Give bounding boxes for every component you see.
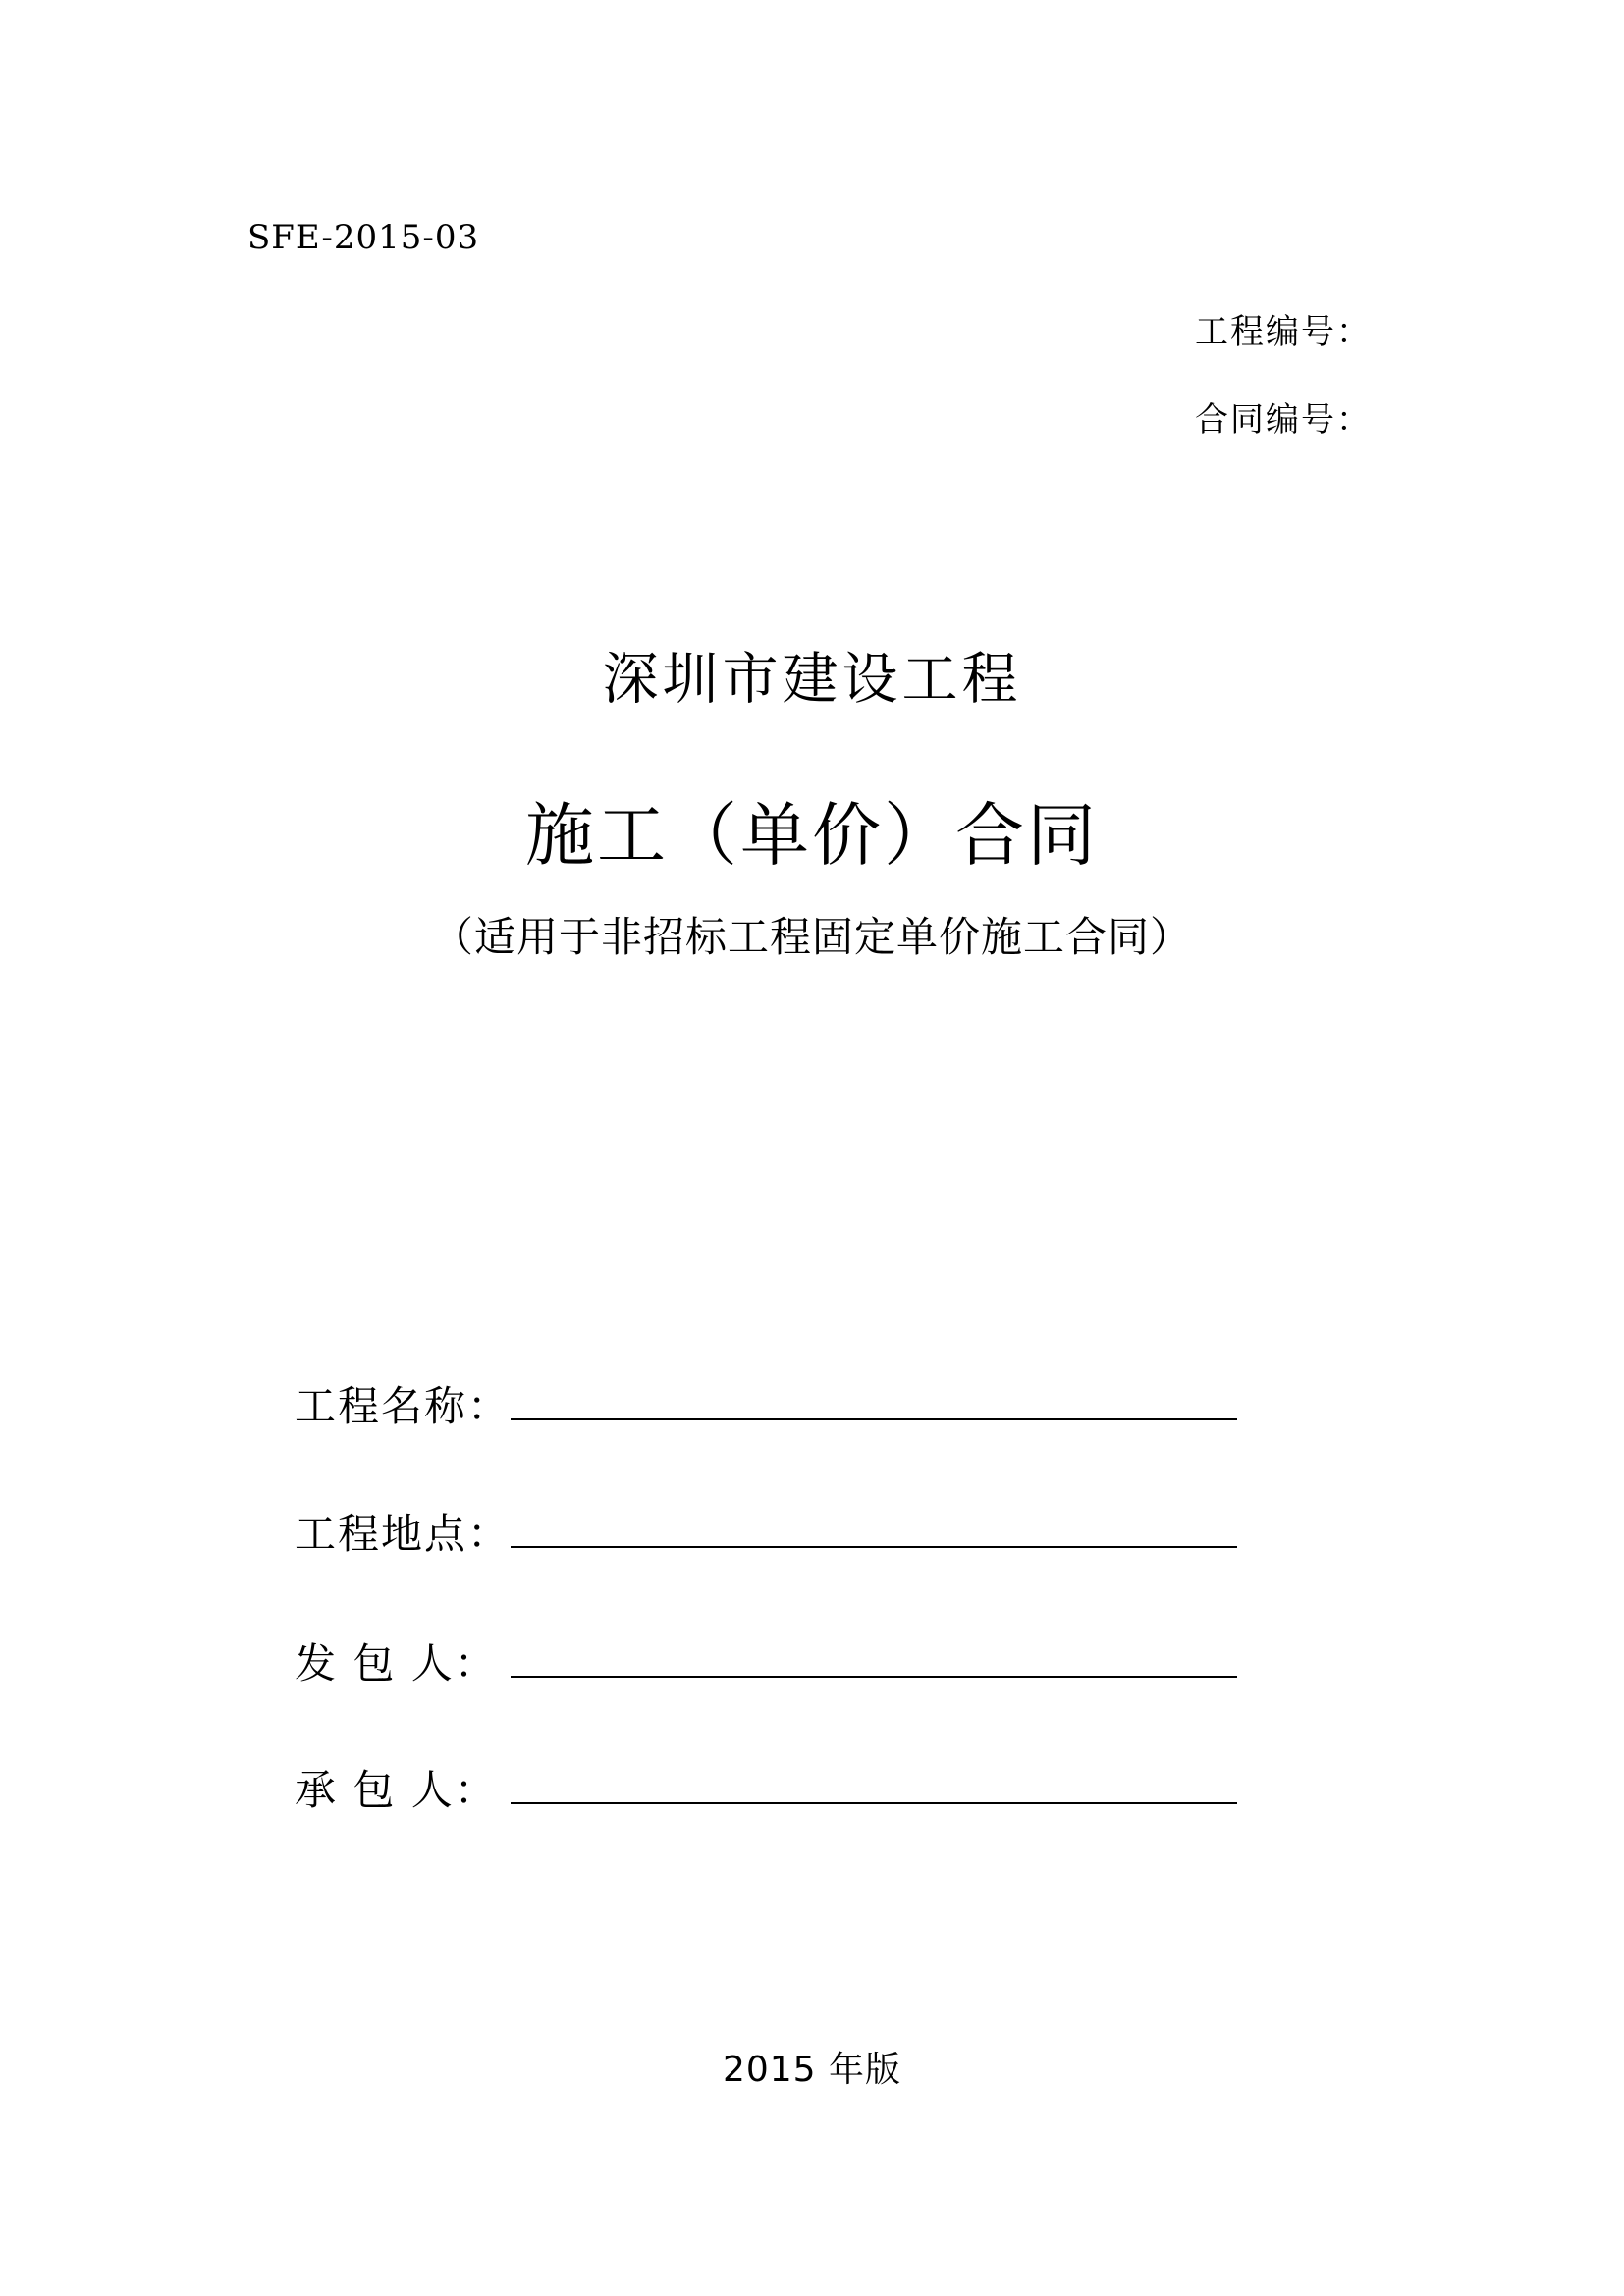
document-code: SFE-2015-03 xyxy=(247,218,480,257)
contractor-blank-line xyxy=(511,1802,1237,1804)
project-location-blank-line xyxy=(511,1546,1237,1548)
contract-number-label: 合同编号： xyxy=(1195,400,1372,440)
project-location-label: 工程地点： xyxy=(295,1510,512,1558)
employer-blank-line xyxy=(511,1676,1237,1678)
document-title-main: 深圳市建设工程 xyxy=(602,647,1022,712)
project-name-blank-line xyxy=(511,1418,1237,1420)
document-subtitle: （适用于非招标工程固定单价施工合同） xyxy=(431,913,1192,961)
project-name-label: 工程名称： xyxy=(295,1382,512,1430)
project-number-label: 工程编号： xyxy=(1195,312,1372,351)
contractor-label: 承 包 人： xyxy=(295,1766,498,1814)
document-title-contract: 施工（单价）合同 xyxy=(525,795,1099,876)
edition-year: 2015 年版 xyxy=(722,2050,902,2090)
employer-label: 发 包 人： xyxy=(295,1639,498,1687)
